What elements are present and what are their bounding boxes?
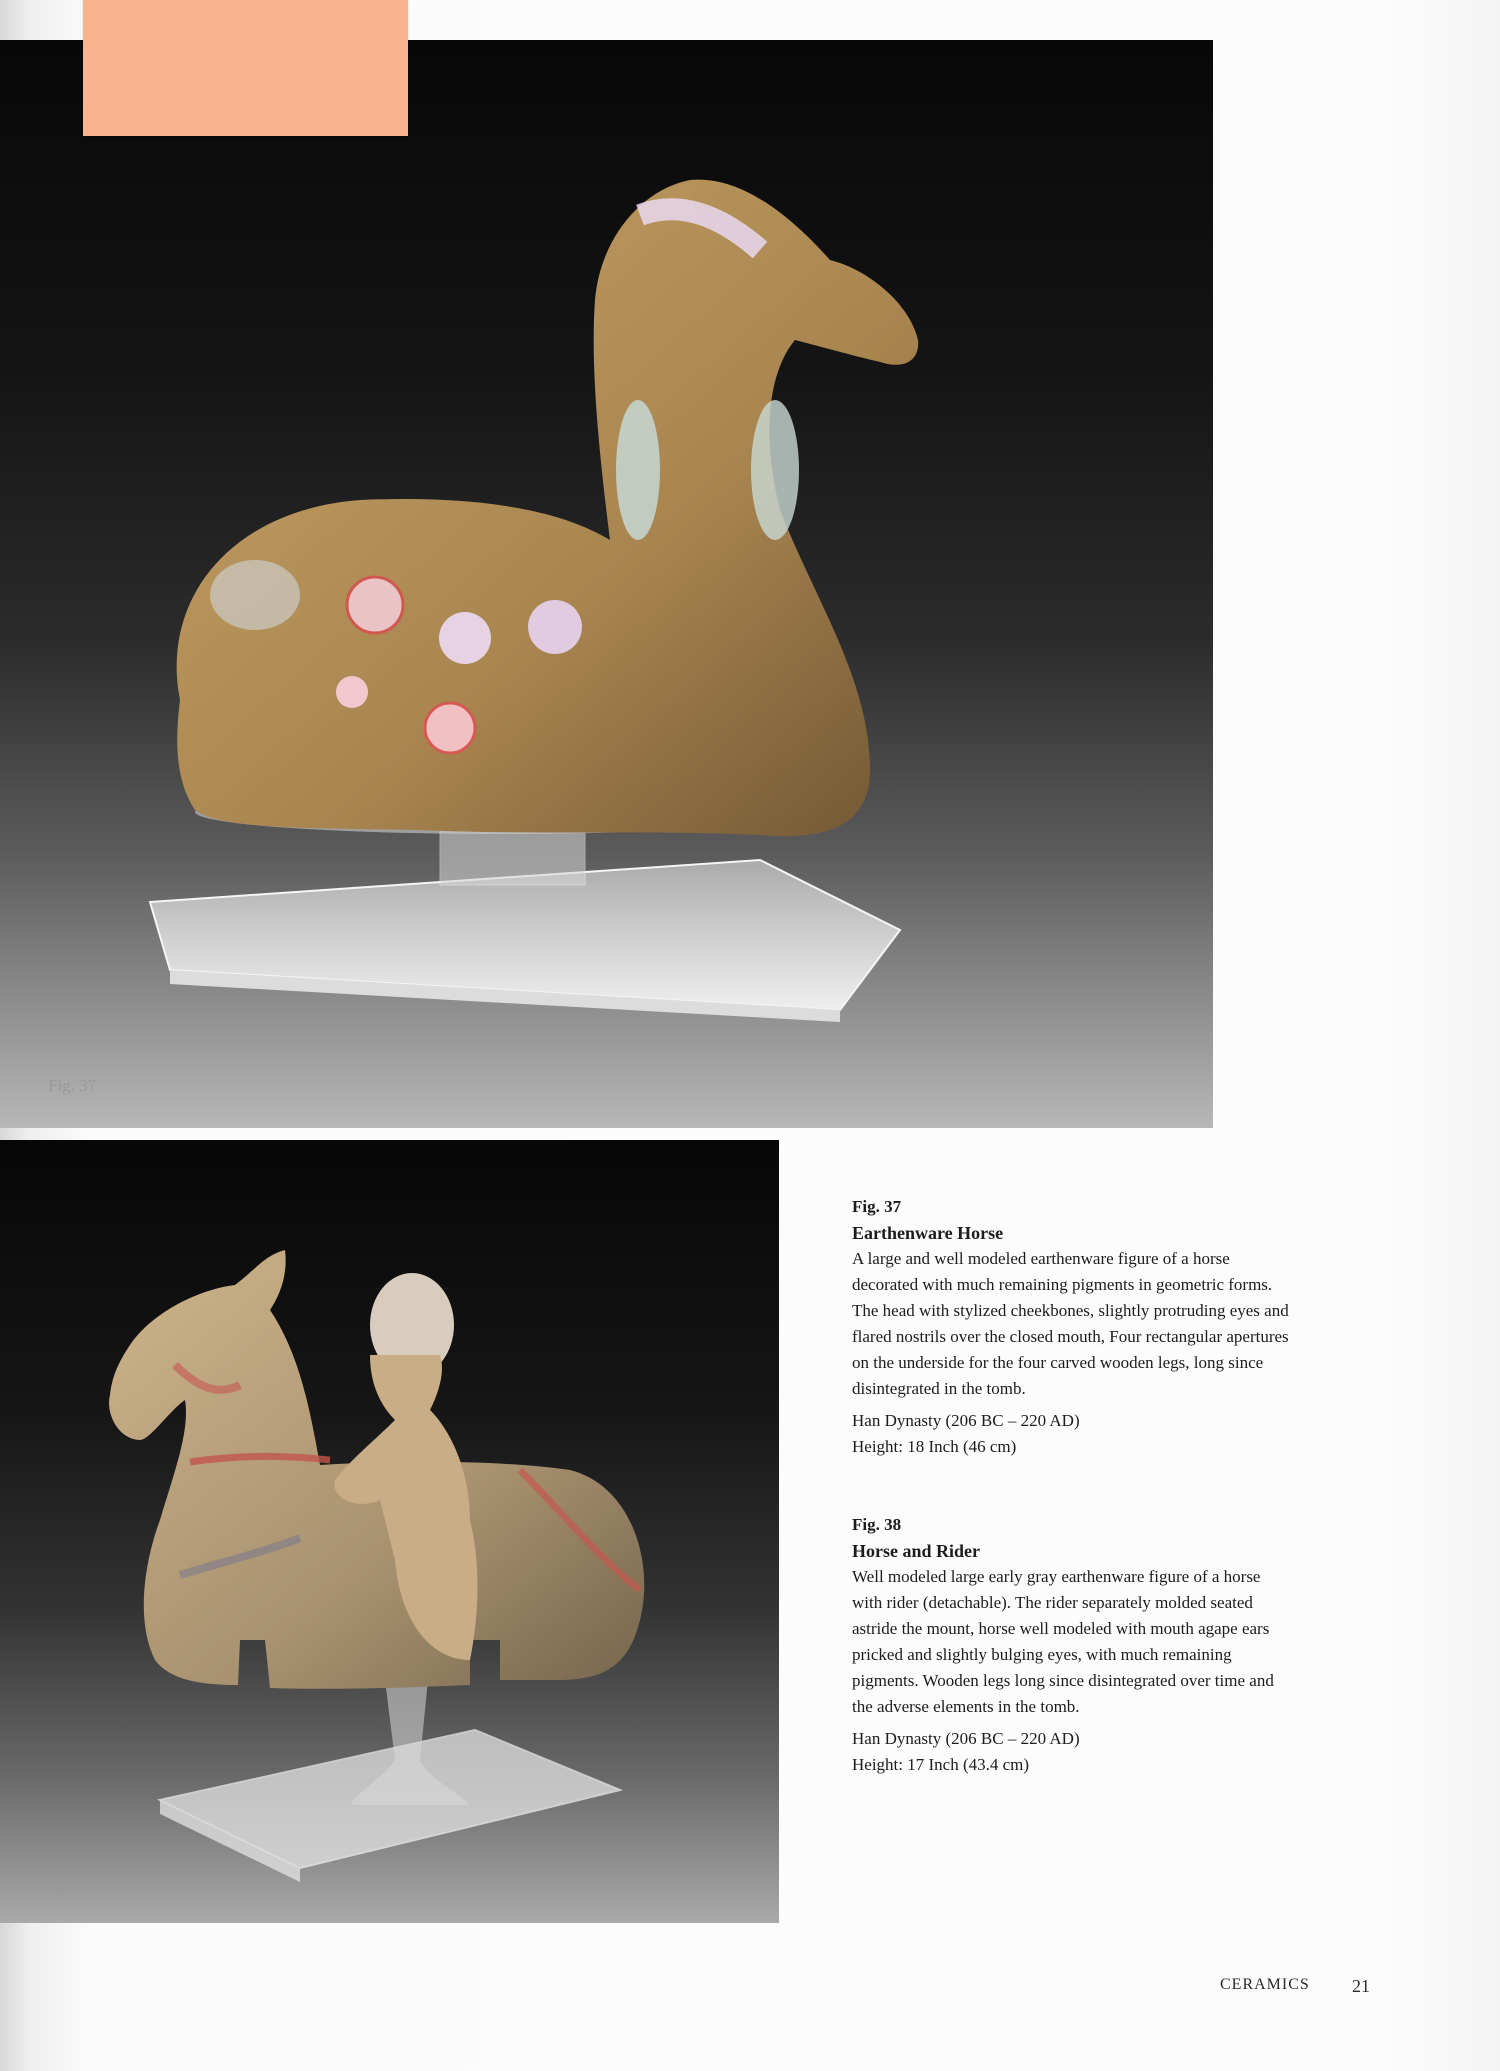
page-number: 21	[1352, 1976, 1370, 1996]
caption-fig-37	[852, 1194, 1292, 1460]
caption-height: Height: 18 Inch (46 cm)	[852, 1437, 1017, 1456]
caption-period: Han Dynasty (206 BC – 220 AD)	[852, 1729, 1080, 1748]
orange-sticky-note	[83, 0, 408, 136]
section-title: CERAMICS	[1220, 1976, 1310, 1993]
caption-title: Earthenware Horse	[852, 1223, 1004, 1243]
caption-body: A large and well modeled earthenware figure of a horse decorated with much remaining pigments in geometric forms. The head with stylized cheekbones, slightly protruding eyes and flared nostrils over the closed mouth, Four rectangular apertures on the underside for the four carved wooden legs, long since disintegrated in the tomb.	[852, 1249, 1289, 1398]
photo-horse-and-rider	[0, 1140, 779, 1923]
caption-height: Height: 17 Inch (43.4 cm)	[852, 1755, 1030, 1774]
photo-earthenware-horse	[0, 40, 1213, 1128]
caption-period: Han Dynasty (206 BC – 220 AD)	[852, 1411, 1080, 1430]
photo-fig-label: Fig. 37	[48, 1076, 97, 1095]
caption-fig-number: Fig. 37	[852, 1197, 902, 1216]
horse-figure-illustration	[0, 40, 1213, 1128]
caption-fig-number: Fig. 38	[852, 1515, 902, 1534]
horse-rider-illustration	[0, 1140, 779, 1923]
caption-title: Horse and Rider	[852, 1541, 980, 1561]
photo-fig-label: Fig. 38	[44, 1878, 93, 1897]
caption-fig-38	[852, 1512, 1292, 1778]
caption-body: Well modeled large early gray earthenware figure of a horse with rider (detachable). The rider separately molded seated astride the mount, horse well modeled with mouth agape ears pricked and slightly bulging eyes, with much remaining pigments. Wooden legs long since disintegrated over time and the adverse elements in the tomb.	[852, 1567, 1274, 1716]
